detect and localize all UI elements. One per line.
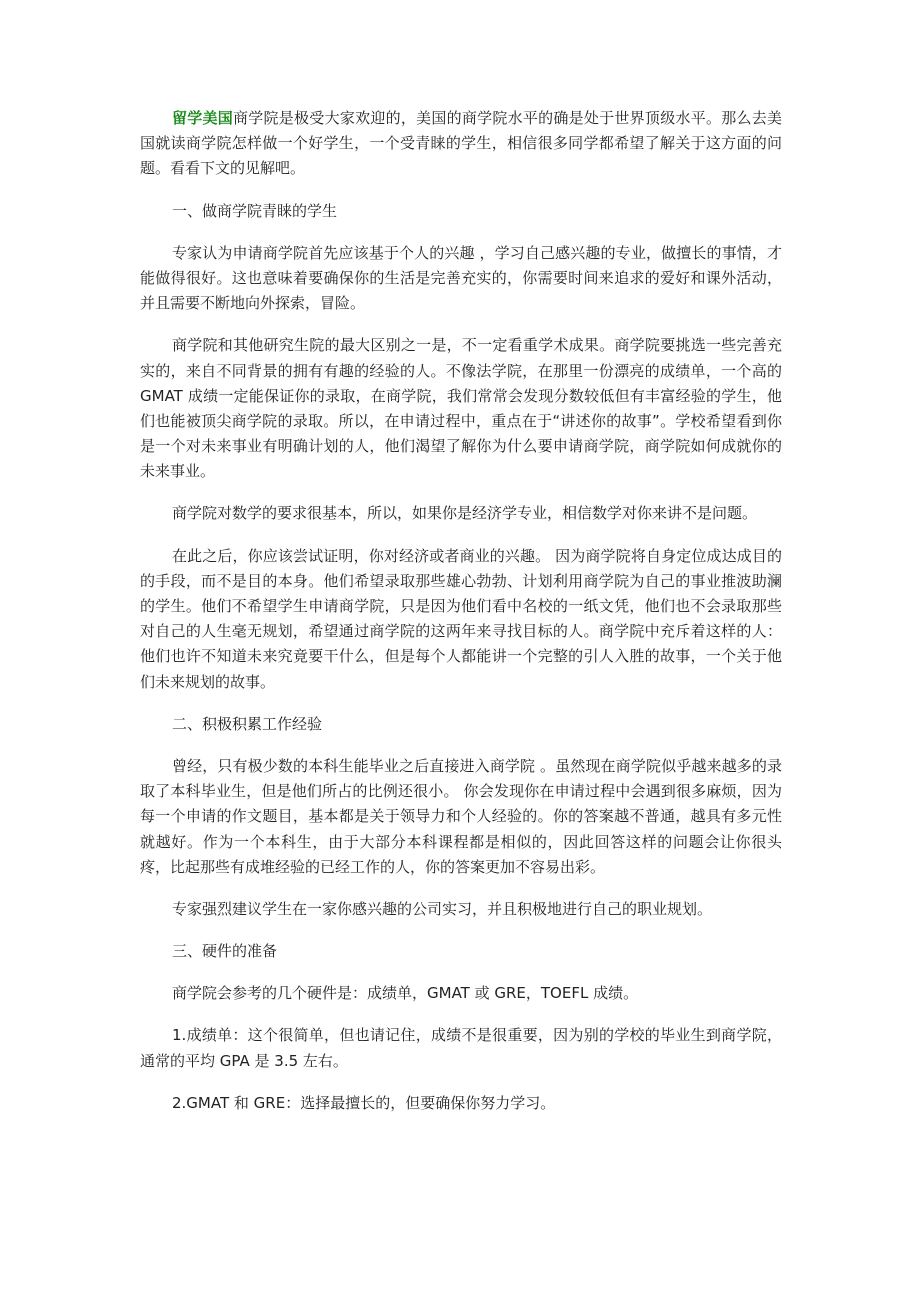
- article-body: [140, 106, 782, 1133]
- section-1-paragraph-2: 商学院和其他研究生院的最大区别之一是，不一定看重学术成果。商学院要挑选一些完善充实的，来自不同背景的拥有有趣的经验的人。不像法学院，在那里一份漂亮的成绩单，一个高的 GMAT 成绩一定能保证你的录取，在商学院，我们常常会发现分数较低但有丰富经验的学生，他们也能被顶尖商学院的录取。所以，在申请过程中，重点在于“讲述你的故事”。学校希望看到你是一个对未来事业有明确计划的人，他们渴望了解你为什么要申请商学院，商学院如何成就你的未来事业。: [140, 336, 782, 481]
- section-3-heading: 三、硬件的准备: [172, 942, 278, 961]
- intro-text: 商学院是极受大家欢迎的，美国的商学院水平的确是处于世界顶级水平。那么去美国就读商学院怎样做一个好学生，一个受青睐的学生，相信很多同学都希望了解关于这方面的问题。看看下文的见解吧。: [140, 109, 782, 178]
- section-1-heading: 一、做商学院青睐的学生: [172, 201, 338, 220]
- section-1-paragraph-1: 专家认为申请商学院首先应该基于个人的兴趣 ，学习自己感兴趣的专业，做擅长的事情，才能做得很好。这也意味着要确保你的生活是完善充实的，你需要时间来追求的爱好和课外活动，并且需要不断地向外探索，冒险。: [140, 243, 782, 313]
- section-1-paragraph-4: 在此之后，你应该尝试证明，你对经济或者商业的兴趣。 因为商学院将自身定位成达成目的的手段，而不是目的本身。他们希望录取那些雄心勃勃、计划利用商学院为自己的事业推波助澜的学生。他们不希望学生申请商学院，只是因为他们看中名校的一纸文凭，他们也不会录取那些对自己的人生毫无规划，希望通过商学院的这两年来寻找目标的人。商学院中充斥着这样的人：他们也许不知道未来究竟要干什么，但是每个人都能讲一个完整的引人入胜的故事，一个关于他们未来规划的故事。: [140, 546, 782, 691]
- section-2-heading: 二、积极积累工作经验: [172, 714, 323, 733]
- section-3-paragraph-3: 2.GMAT 和 GRE：选择最擅长的，但要确保你努力学习。: [172, 1093, 556, 1112]
- section-3-paragraph-1: 商学院会参考的几个硬件是：成绩单，GMAT 或 GRE，TOEFL 成绩。: [172, 984, 639, 1003]
- section-3-paragraph-2: 1.成绩单：这个很简单，但也请记住，成绩不是很重要，因为别的学校的毕业生到商学院，通常的平均 GPA 是 3.5 左右。: [140, 1026, 782, 1070]
- section-2-paragraph-1: 曾经，只有极少数的本科生能毕业之后直接进入商学院 。虽然现在商学院似乎越来越多的录取了本科毕业生，但是他们所占的比例还很小。 你会发现你在申请过程中会遇到很多麻烦，因为每一个申请的作文题目，基本都是关于领导力和个人经验的。你的答案越不普通，越具有多元性就越好。作为一个本科生，由于大部分本科课程都是相似的，因此回答这样的问题会让你很头疼，比起那些有成堆经验的已经工作的人，你的答案更加不容易出彩。: [140, 756, 782, 876]
- study-in-usa-link[interactable]: 留学美国: [172, 109, 234, 127]
- section-2-paragraph-2: 专家强烈建议学生在一家你感兴趣的公司实习，并且积极地进行自己的职业规划。: [172, 899, 713, 918]
- intro-paragraph: [140, 106, 782, 182]
- section-1-paragraph-3: 商学院对数学的要求很基本，所以，如果你是经济学专业，相信数学对你来讲不是问题。: [172, 504, 758, 523]
